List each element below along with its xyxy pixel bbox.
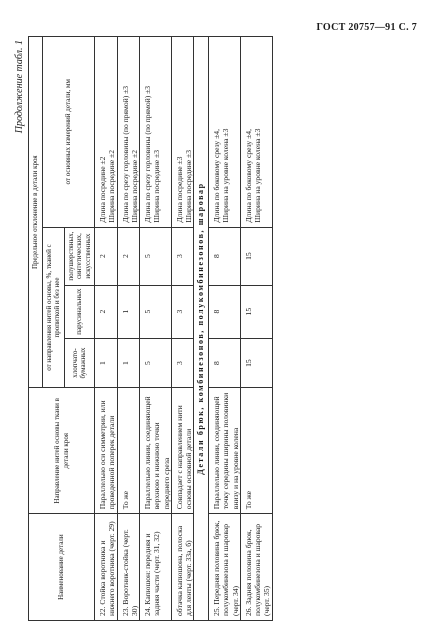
cell-name: 26. Задняя половина брюк, полукомбинезона и шаровар (черт. 35) — [240, 514, 272, 621]
table-header-row — [29, 37, 43, 621]
cell-name: 23. Воротник-стойка (черт. 30) — [117, 514, 140, 621]
cell-cotton: 15 — [240, 338, 272, 388]
cell-name: 25. Передняя половина брюк, полукомбинезона и шаровар (черт. 34) — [209, 514, 241, 621]
col-cotton-header: хлопчато-бумажных — [64, 338, 95, 388]
cell-direction: Параллельно оси симметрии, или проведенной поперек детали — [95, 388, 118, 514]
section-title: Детали брюк, комбинезонов, полукомбинезонов, шаровар — [194, 37, 209, 621]
cell-measure: Длина посредине ±3 Ширина посредине ±3 — [171, 37, 194, 228]
table-row — [171, 37, 194, 621]
cell-blend: 2 — [117, 227, 140, 285]
specification-table — [28, 36, 273, 621]
cell-blend: 5 — [140, 227, 172, 285]
col-blend-header: полушерстяных, синтетических, искусственных — [64, 227, 95, 285]
col-subgroup-header: от направления нитей основы, %, тканей с пропиткой и без нее — [42, 227, 64, 388]
cell-measure: Длина по срезу горловины (по прямой) ±3 Ширина посредине ±2 — [117, 37, 140, 228]
col-name-header: Наименование детали — [29, 514, 95, 621]
cell-direction: Параллельно линии, соединяющей верхнюю и нижнюю точки переднего среза — [140, 388, 172, 514]
table-row — [117, 37, 140, 621]
col-group-header: Предельное отклонение в детали кроя — [29, 37, 43, 388]
table-continuation-label: Продолжение табл. 1 — [14, 40, 25, 134]
cell-direction: Совпадает с направлением нити основы основной детали — [171, 388, 194, 514]
cell-parus: 2 — [95, 285, 118, 338]
cell-name: 22. Стойка воротника и нижнего воротника (черт. 29) — [95, 514, 118, 621]
table-row — [140, 37, 172, 621]
cell-cotton: 1 — [117, 338, 140, 388]
col-parus-header: парусинальных — [64, 285, 95, 338]
cell-cotton: 3 — [171, 338, 194, 388]
cell-name: обтачка капюшона, полоска для ленты (черт. 33а, б) — [171, 514, 194, 621]
cell-blend: 3 — [171, 227, 194, 285]
cell-direction: Параллельно линии, соединяющей точку середины ширины половинки внизу и на уровне колена — [209, 388, 241, 514]
cell-cotton: 5 — [140, 338, 172, 388]
cell-parus: 5 — [140, 285, 172, 338]
cell-parus: 1 — [117, 285, 140, 338]
cell-blend: 8 — [209, 227, 241, 285]
cell-measure: Длина по боковому срезу ±4, Ширина на уровне колена ±3 — [209, 37, 241, 228]
rotated-page — [12, 36, 418, 621]
table-row — [95, 37, 118, 621]
cell-direction: То же — [117, 388, 140, 514]
cell-name: 24. Капюшон: передняя и задняя части (черт. 31, 32) — [140, 514, 172, 621]
cell-measure: Длина по срезу горловины (по прямой) ±3 Ширина посредине ±3 — [140, 37, 172, 228]
table-row — [209, 37, 241, 621]
cell-measure: Длина по боковому срезу ±4, Ширина на уровне колена ±3 — [240, 37, 272, 228]
section-row — [194, 37, 209, 621]
cell-measure: Длина посредине ±2 Ширина посредине ±2 — [95, 37, 118, 228]
cell-cotton: 8 — [209, 338, 241, 388]
rotated-content — [12, 36, 418, 621]
cell-blend: 15 — [240, 227, 272, 285]
page-header: ГОСТ 20757—91 С. 7 — [316, 22, 417, 33]
cell-direction: То же — [240, 388, 272, 514]
cell-parus: 8 — [209, 285, 241, 338]
cell-parus: 3 — [171, 285, 194, 338]
cell-blend: 2 — [95, 227, 118, 285]
col-measure-header: от основных измерений детали, мм — [42, 37, 95, 228]
table-row — [240, 37, 272, 621]
cell-parus: 15 — [240, 285, 272, 338]
col-direction-header: Направление нитей основы ткани в детали кроя — [29, 388, 95, 514]
cell-cotton: 1 — [95, 338, 118, 388]
